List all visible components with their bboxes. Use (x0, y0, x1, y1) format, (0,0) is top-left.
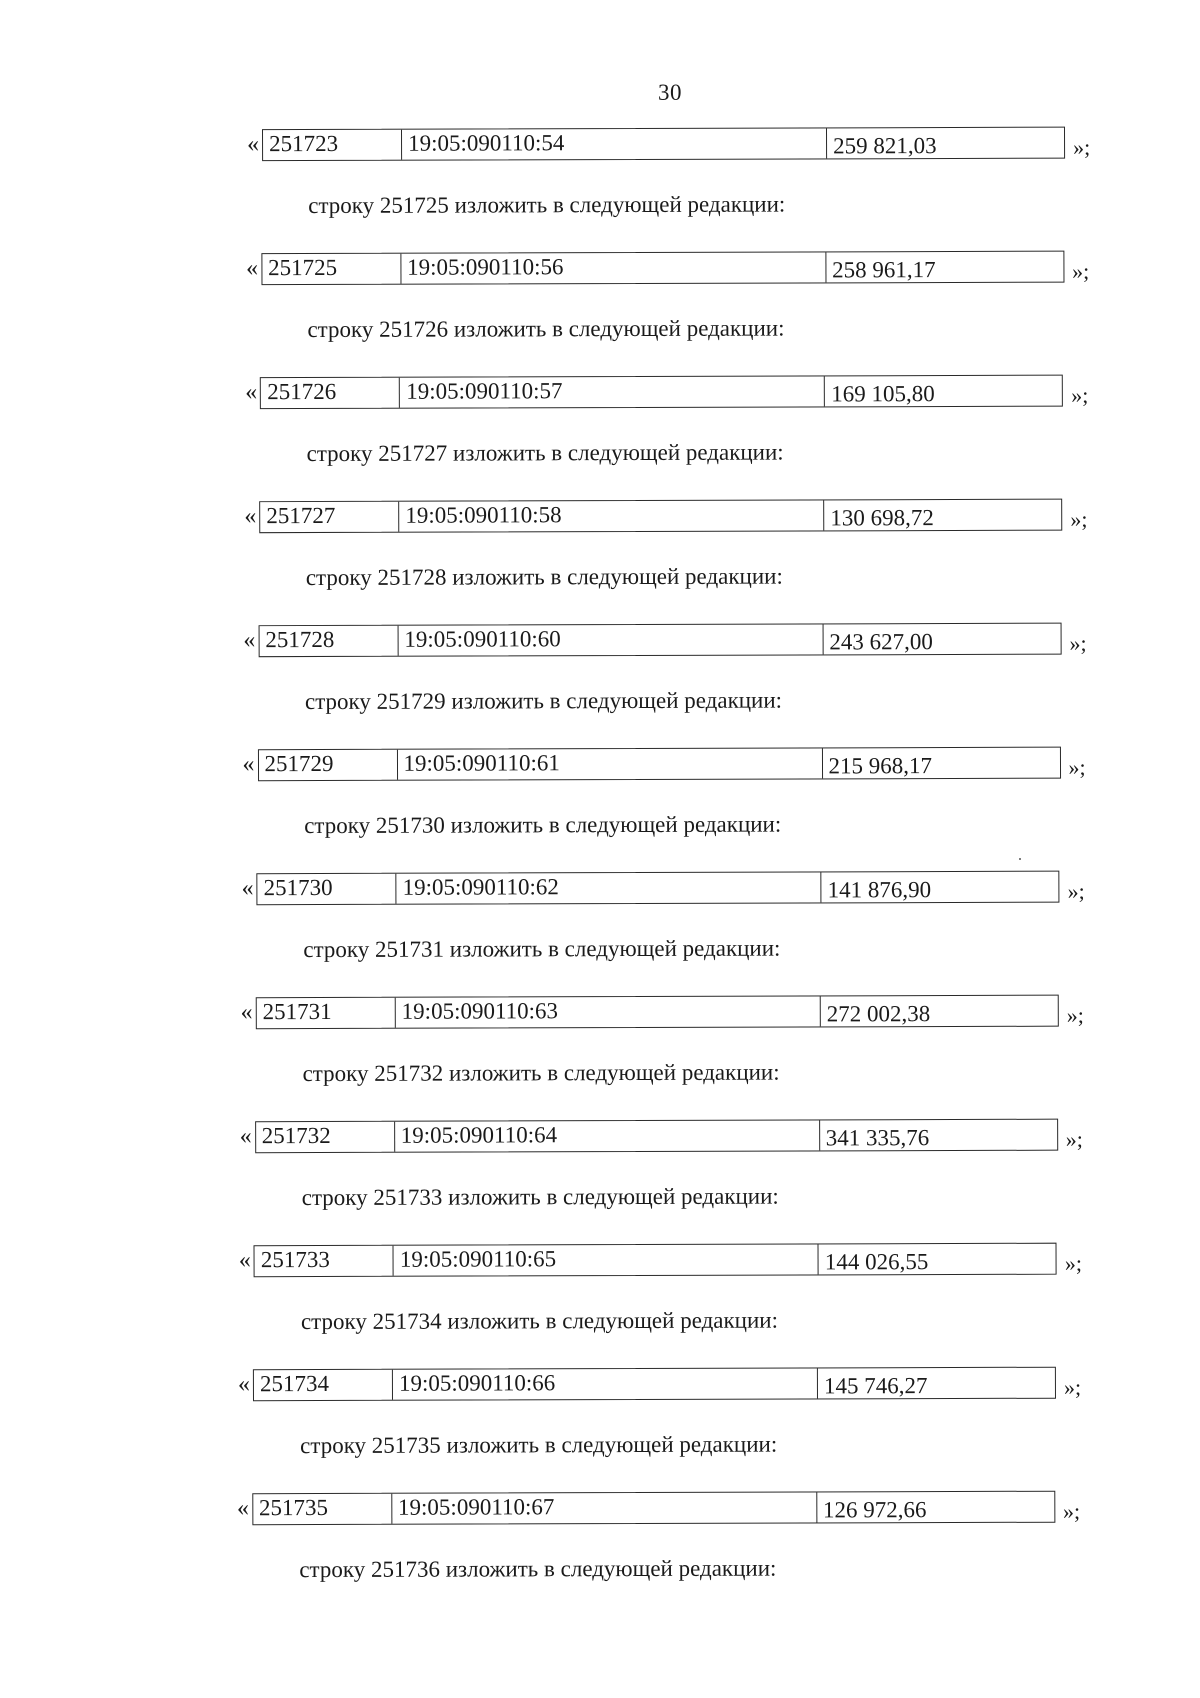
instruction-text: строку 251731 изложить в следующей редакции: (303, 935, 781, 963)
amendment-list (0, 126, 1200, 1618)
row-number-cell: 251734 (259, 1370, 329, 1397)
row-table (257, 747, 1060, 782)
open-quote: « (245, 379, 258, 406)
amendment-block (4, 1242, 1200, 1370)
row-table (262, 127, 1065, 162)
row-table (253, 1367, 1056, 1402)
instruction-text: строку 251733 изложить в следующей редакции: (301, 1183, 779, 1211)
value-cell: 144 026,55 (818, 1244, 1056, 1275)
close-mark: »; (1063, 1374, 1082, 1400)
row-table (255, 1119, 1058, 1154)
value-cell: 215 968,17 (821, 748, 1059, 779)
instruction-text: строку 251725 изложить в следующей редакции: (308, 191, 786, 219)
row-number-cell: 251725 (268, 254, 338, 281)
open-quote: « (247, 131, 260, 158)
close-mark: »; (1067, 878, 1085, 904)
close-mark: »; (1070, 506, 1088, 532)
open-quote: « (240, 999, 253, 1026)
instruction-text: строку 251728 изложить в следующей редакции: (305, 563, 783, 591)
row-number-cell: 251735 (258, 1494, 329, 1521)
table-row (244, 499, 1087, 532)
close-mark: »; (1065, 1126, 1083, 1152)
cadastral-number-cell: 19:05:090110:60 (397, 624, 822, 655)
close-mark: »; (1069, 630, 1087, 656)
close-mark: »; (1072, 258, 1090, 284)
instruction-text: строку 251730 изложить в следующей редакции: (304, 811, 782, 839)
scan-speck (1019, 858, 1021, 860)
cadastral-number-cell: 19:05:090110:64 (394, 1120, 819, 1151)
cadastral-number-cell: 19:05:090110:56 (400, 252, 825, 283)
amendment-block (2, 622, 1200, 750)
instruction-text: строку 251726 изложить в следующей редакции: (307, 315, 785, 343)
amendment-block (4, 1490, 1200, 1618)
open-quote: « (237, 1371, 250, 1398)
close-mark: »; (1073, 134, 1091, 160)
amendment-block (1, 374, 1200, 502)
row-table (259, 499, 1062, 534)
table-row (239, 1243, 1082, 1276)
instruction-text: строку 251734 изложить в следующей редакции: (300, 1307, 779, 1335)
row-number-cell: 251731 (262, 998, 332, 1025)
instruction-text: строку 251732 изложить в следующей редакции: (302, 1059, 780, 1087)
cadastral-number-cell: 19:05:090110:54 (401, 128, 826, 159)
instruction-text: строку 251727 изложить в следующей редакции: (306, 439, 784, 467)
value-cell: 145 746,27 (817, 1368, 1055, 1399)
row-table (261, 251, 1064, 286)
amendment-block (4, 1366, 1200, 1494)
row-number-cell: 251733 (260, 1246, 330, 1273)
row-table (252, 1491, 1055, 1526)
instruction-text: строку 251735 изложить в следующей редакции: (300, 1431, 778, 1459)
row-table (257, 871, 1060, 906)
table-row (242, 747, 1085, 780)
value-cell: 169 105,80 (824, 376, 1062, 407)
value-cell: 259 821,03 (826, 128, 1064, 159)
row-number-cell: 251723 (269, 130, 339, 157)
table-row (241, 995, 1084, 1028)
close-mark: »; (1071, 382, 1089, 408)
amendment-block (1, 498, 1200, 626)
row-number-cell: 251727 (266, 502, 336, 529)
value-cell: 126 972,66 (816, 1492, 1054, 1523)
open-quote: « (239, 1123, 252, 1150)
amendment-block (2, 870, 1200, 998)
cadastral-number-cell: 19:05:090110:67 (391, 1492, 816, 1523)
amendment-block (0, 126, 1200, 254)
open-quote: « (236, 1495, 250, 1522)
row-number-cell: 251732 (261, 1122, 331, 1149)
amendment-block (0, 250, 1200, 378)
open-quote: « (238, 1247, 251, 1274)
page-number: 30 (658, 80, 682, 105)
cadastral-number-cell: 19:05:090110:63 (395, 996, 820, 1027)
row-table (254, 1243, 1057, 1278)
row-number-cell: 251730 (263, 874, 333, 901)
close-mark: »; (1064, 1250, 1083, 1276)
row-table (258, 623, 1061, 658)
table-row (246, 251, 1089, 284)
cadastral-number-cell: 19:05:090110:58 (398, 500, 823, 531)
open-quote: « (243, 627, 256, 654)
value-cell: 341 335,76 (819, 1120, 1057, 1151)
amendment-block (3, 994, 1200, 1122)
cadastral-number-cell: 19:05:090110:62 (396, 872, 821, 903)
amendment-block (2, 746, 1200, 874)
table-row (238, 1367, 1081, 1400)
open-quote: « (241, 875, 254, 902)
close-mark: »; (1062, 1498, 1081, 1524)
close-mark: »; (1068, 754, 1086, 780)
open-quote: « (242, 751, 255, 778)
amendment-block (3, 1118, 1200, 1246)
row-number-cell: 251729 (264, 750, 334, 777)
value-cell: 258 961,17 (825, 252, 1063, 283)
instruction-text: строку 251729 изложить в следующей редакции: (304, 687, 783, 715)
value-cell: 243 627,00 (822, 624, 1060, 655)
cadastral-number-cell: 19:05:090110:61 (396, 748, 821, 779)
open-quote: « (246, 255, 259, 282)
table-row (247, 127, 1090, 160)
table-row (240, 1119, 1083, 1152)
row-number-cell: 251726 (267, 378, 337, 405)
row-table (260, 375, 1063, 410)
table-row (237, 1491, 1080, 1524)
value-cell: 272 002,38 (820, 996, 1058, 1027)
row-number-cell: 251728 (265, 626, 335, 653)
cadastral-number-cell: 19:05:090110:66 (392, 1368, 817, 1399)
instruction-text: строку 251736 изложить в следующей редакции: (299, 1555, 777, 1583)
value-cell: 130 698,72 (823, 500, 1061, 531)
close-mark: »; (1066, 1002, 1084, 1028)
value-cell: 141 876,90 (821, 872, 1059, 903)
cadastral-number-cell: 19:05:090110:65 (393, 1244, 818, 1275)
table-row (243, 623, 1086, 656)
table-row (242, 871, 1085, 904)
table-row (245, 375, 1088, 408)
open-quote: « (244, 503, 257, 530)
row-table (256, 995, 1059, 1030)
cadastral-number-cell: 19:05:090110:57 (399, 376, 824, 407)
